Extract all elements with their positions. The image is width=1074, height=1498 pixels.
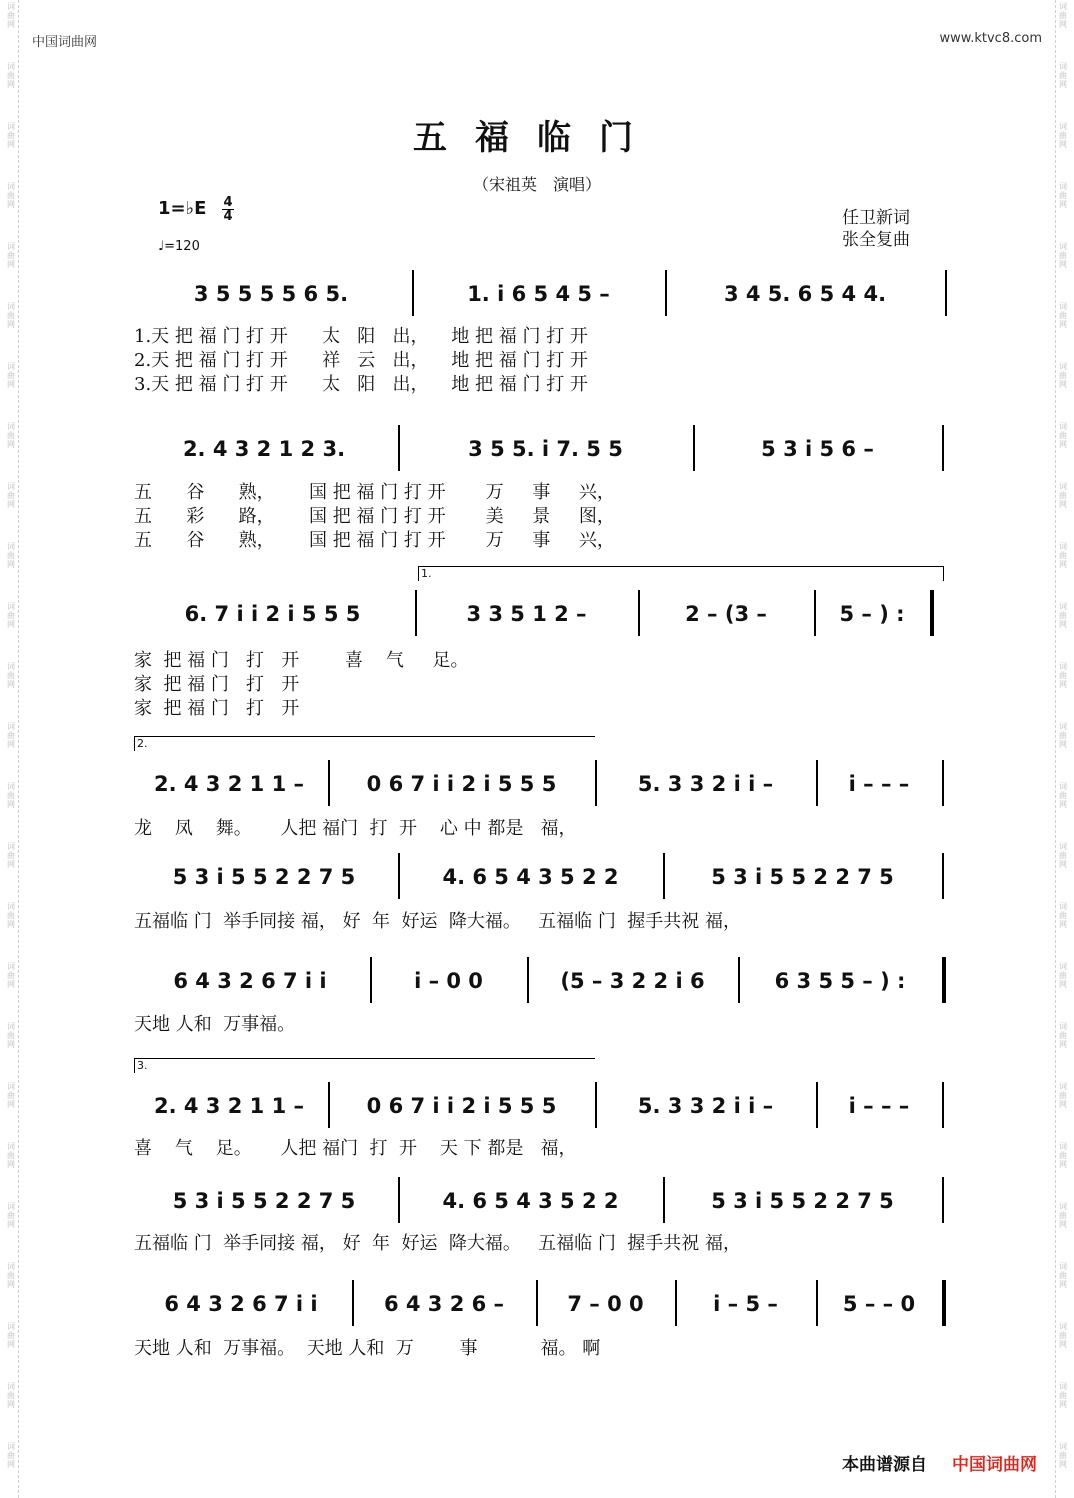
lyric-line: 天地 人和 万事福。 — [134, 1014, 296, 1035]
barline — [352, 1280, 354, 1326]
left-watermark-strip — [4, 0, 19, 1498]
watermark-glyph: 词 曲 网 — [1059, 782, 1067, 809]
watermark-glyph: 词 曲 网 — [1059, 422, 1067, 449]
lyric-line: 天地 人和 万事福。 天地 人和 万 事 福。 啊 — [134, 1338, 601, 1359]
watermark-glyph: 词 曲 网 — [1059, 1382, 1067, 1409]
song-title: 五福临门 — [413, 118, 661, 158]
time-signature-bottom: 4 — [223, 209, 233, 224]
watermark-glyph: 词 曲 网 — [7, 782, 15, 809]
lyric-line: 2.天 把 福 门 打 开 祥 云 出， 地 把 福 门 打 开 — [134, 350, 588, 371]
measure: 2. 4 3 2 1 1 – — [153, 1094, 304, 1118]
barline — [328, 1082, 330, 1128]
watermark-glyph: 词 曲 网 — [1059, 602, 1067, 629]
measure: 2 – (3 – — [685, 602, 767, 626]
measure: 5 3 i 5 5 2 2 7 5 — [172, 865, 356, 889]
watermark-glyph: 词 曲 网 — [1059, 842, 1067, 869]
watermark-glyph: 词 曲 网 — [1059, 542, 1067, 569]
site-name-header: 中国词曲网 — [32, 35, 98, 50]
barline — [693, 425, 695, 471]
measure: 2. 4 3 2 1 1 – — [153, 772, 304, 796]
watermark-glyph: 词 曲 网 — [7, 122, 15, 149]
tempo-marking: ♩=120 — [158, 239, 200, 254]
barline — [945, 270, 947, 316]
measure: i – – – — [848, 772, 910, 796]
barline — [942, 853, 944, 899]
measure: 5. 3 3 2 i i – — [637, 772, 774, 796]
key-signature: 1=♭E — [158, 198, 207, 219]
measure: 3 3 5 1 2 – — [466, 602, 587, 626]
lyric-line: 3.天 把 福 门 打 开 太 阳 出， 地 把 福 门 打 开 — [134, 374, 588, 395]
lyricist-credit: 任卫新词 — [842, 208, 910, 228]
lyric-line: 家 把 福 门 打 开 — [134, 698, 300, 719]
measure: (5 – 3 2 2 i 6 — [560, 969, 705, 993]
measure: 6 4 3 2 6 – — [383, 1292, 505, 1316]
measure: i – 0 0 — [414, 969, 483, 993]
volta-bracket: 2. — [134, 736, 595, 751]
watermark-glyph: 词 曲 网 — [1059, 122, 1067, 149]
watermark-glyph: 词 曲 网 — [1059, 62, 1067, 89]
watermark-glyph: 词 曲 网 — [1059, 1142, 1067, 1169]
watermark-glyph: 词 曲 网 — [7, 1202, 15, 1229]
barline — [942, 1280, 946, 1326]
watermark-glyph: 词 曲 网 — [7, 1142, 15, 1169]
measure: 6 4 3 2 6 7 i i — [173, 969, 327, 993]
watermark-glyph: 词 曲 网 — [7, 1262, 15, 1289]
watermark-glyph: 词 曲 网 — [7, 1022, 15, 1049]
watermark-glyph: 词 曲 网 — [7, 1442, 15, 1469]
volta-bracket: 1. — [418, 566, 944, 581]
notation-line — [130, 758, 945, 810]
barline — [663, 1177, 665, 1223]
measure: 5 – ) : — [839, 602, 905, 626]
lyric-line: 1.天 把 福 门 打 开 太 阳 出， 地 把 福 门 打 开 — [134, 326, 588, 347]
watermark-glyph: 词 曲 网 — [7, 1382, 15, 1409]
barline — [942, 957, 946, 1003]
lyric-line: 家 把 福 门 打 开 — [134, 674, 300, 695]
watermark-glyph: 词 曲 网 — [1059, 482, 1067, 509]
watermark-glyph: 词 曲 网 — [7, 2, 15, 29]
watermark-glyph: 词 曲 网 — [7, 182, 15, 209]
barline — [816, 1280, 818, 1326]
measure: 5. 3 3 2 i i – — [637, 1094, 774, 1118]
barline — [527, 957, 529, 1003]
lyric-line: 五 谷 熟， 国 把 福 门 打 开 万 事 兴， — [134, 530, 615, 551]
measure: 4. 6 5 4 3 5 2 2 — [442, 865, 619, 889]
barline — [814, 590, 816, 636]
measure: 3 5 5 5 5 6 5. — [193, 282, 349, 306]
measure: 3 5 5. i 7. 5 5 — [468, 437, 623, 461]
lyric-line: 五 谷 熟， 国 把 福 门 打 开 万 事 兴， — [134, 482, 615, 503]
barline — [398, 1177, 400, 1223]
lyric-line: 喜 气 足。 人把 福门 打 开 天 下 都是 福， — [134, 1138, 577, 1159]
barline — [942, 760, 944, 806]
source-label: 本曲谱源自 — [842, 1455, 927, 1475]
lyric-line: 家 把 福 门 打 开 喜 气 足。 — [134, 650, 469, 671]
measure: 2. 4 3 2 1 2 3. — [182, 437, 346, 461]
watermark-glyph: 词 曲 网 — [1059, 1322, 1067, 1349]
composer-credit: 张全复曲 — [842, 230, 910, 250]
barline — [665, 270, 667, 316]
notation-line — [130, 423, 945, 475]
watermark-glyph: 词 曲 网 — [1059, 302, 1067, 329]
right-watermark-strip — [1055, 0, 1070, 1498]
measure: 5 3 i 5 5 2 2 7 5 — [711, 865, 894, 889]
watermark-glyph: 词 曲 网 — [7, 722, 15, 749]
barline — [942, 425, 944, 471]
barline — [942, 1082, 944, 1128]
barline — [930, 590, 934, 636]
measure: 7 – 0 0 — [567, 1292, 644, 1316]
watermark-glyph: 词 曲 网 — [1059, 1262, 1067, 1289]
barline — [398, 853, 400, 899]
watermark-glyph: 词 曲 网 — [7, 662, 15, 689]
notation-line — [130, 955, 945, 1007]
notation-line — [130, 268, 945, 320]
watermark-glyph: 词 曲 网 — [1059, 362, 1067, 389]
watermark-glyph: 词 曲 网 — [1059, 182, 1067, 209]
measure: 5 3 i 5 5 2 2 7 5 — [172, 1189, 356, 1213]
watermark-glyph: 词 曲 网 — [7, 1322, 15, 1349]
watermark-glyph: 词 曲 网 — [1059, 722, 1067, 749]
watermark-glyph: 词 曲 网 — [1059, 242, 1067, 269]
lyric-line: 五福临 门 举手同接 福， 好 年 好运 降大福。 五福临 门 握手共祝 福， — [134, 911, 741, 932]
watermark-glyph: 词 曲 网 — [1059, 1202, 1067, 1229]
notation-line — [130, 1175, 945, 1227]
barline — [638, 590, 640, 636]
watermark-glyph: 词 曲 网 — [7, 962, 15, 989]
lyric-line: 五福临 门 举手同接 福， 好 年 好运 降大福。 五福临 门 握手共祝 福， — [134, 1233, 741, 1254]
lyric-line: 五 彩 路， 国 把 福 门 打 开 美 景 图， — [134, 506, 615, 527]
measure: 6. 7 i i 2 i 5 5 5 — [184, 602, 361, 626]
watermark-glyph: 词 曲 网 — [7, 242, 15, 269]
watermark-glyph: 词 曲 网 — [7, 422, 15, 449]
notation-line — [130, 588, 945, 640]
time-signature-top: 4 — [223, 195, 233, 210]
barline — [675, 1280, 677, 1326]
notation-line — [130, 1080, 945, 1132]
measure: 6 4 3 2 6 7 i i — [164, 1292, 318, 1316]
barline — [536, 1280, 538, 1326]
watermark-glyph: 词 曲 网 — [1059, 2, 1067, 29]
barline — [370, 957, 372, 1003]
measure: 3 4 5. 6 5 4 4. — [723, 282, 887, 306]
watermark-glyph: 词 曲 网 — [7, 62, 15, 89]
barline — [816, 1082, 818, 1128]
watermark-glyph: 词 曲 网 — [7, 542, 15, 569]
barline — [415, 590, 417, 636]
measure: 5 3 i 5 5 2 2 7 5 — [711, 1189, 894, 1213]
watermark-glyph: 词 曲 网 — [7, 362, 15, 389]
measure: 4. 6 5 4 3 5 2 2 — [442, 1189, 619, 1213]
source-site: 中国词曲网 — [952, 1455, 1037, 1475]
barline — [328, 760, 330, 806]
barline — [412, 270, 414, 316]
watermark-glyph: 词 曲 网 — [7, 842, 15, 869]
watermark-glyph: 词 曲 网 — [7, 1082, 15, 1109]
watermark-glyph: 词 曲 网 — [1059, 962, 1067, 989]
measure: i – 5 – — [713, 1292, 778, 1316]
watermark-glyph: 词 曲 网 — [1059, 902, 1067, 929]
watermark-glyph: 词 曲 网 — [7, 302, 15, 329]
watermark-glyph: 词 曲 网 — [7, 602, 15, 629]
measure: i – – – — [848, 1094, 910, 1118]
barline — [816, 760, 818, 806]
watermark-glyph: 词 曲 网 — [1059, 662, 1067, 689]
measure: 6 3 5 5 – ) : — [774, 969, 906, 993]
watermark-glyph: 词 曲 网 — [7, 482, 15, 509]
watermark-glyph: 词 曲 网 — [7, 902, 15, 929]
barline — [595, 760, 597, 806]
measure: 5 3 i 5 6 – — [761, 437, 874, 461]
notation-line — [130, 1278, 945, 1330]
measure: 0 6 7 i i 2 i 5 5 5 — [366, 772, 557, 796]
lyric-line: 龙 凤 舞。 人把 福门 打 开 心 中 都是 福， — [134, 818, 577, 839]
measure: 5 – – 0 — [842, 1292, 916, 1316]
time-signature — [222, 196, 234, 223]
volta-bracket: 3. — [134, 1058, 595, 1073]
measure: 1. i 6 5 4 5 – — [467, 282, 610, 306]
measure: 0 6 7 i i 2 i 5 5 5 — [366, 1094, 557, 1118]
barline — [663, 853, 665, 899]
barline — [942, 1177, 944, 1223]
site-url-header: www.ktvc8.com — [939, 31, 1042, 46]
singer-credit: （宋祖英 演唱） — [472, 175, 601, 194]
barline — [398, 425, 400, 471]
barline — [738, 957, 740, 1003]
watermark-glyph: 词 曲 网 — [1059, 1022, 1067, 1049]
watermark-glyph: 词 曲 网 — [1059, 1082, 1067, 1109]
watermark-glyph: 词 曲 网 — [1059, 1442, 1067, 1469]
notation-line — [130, 851, 945, 903]
barline — [595, 1082, 597, 1128]
